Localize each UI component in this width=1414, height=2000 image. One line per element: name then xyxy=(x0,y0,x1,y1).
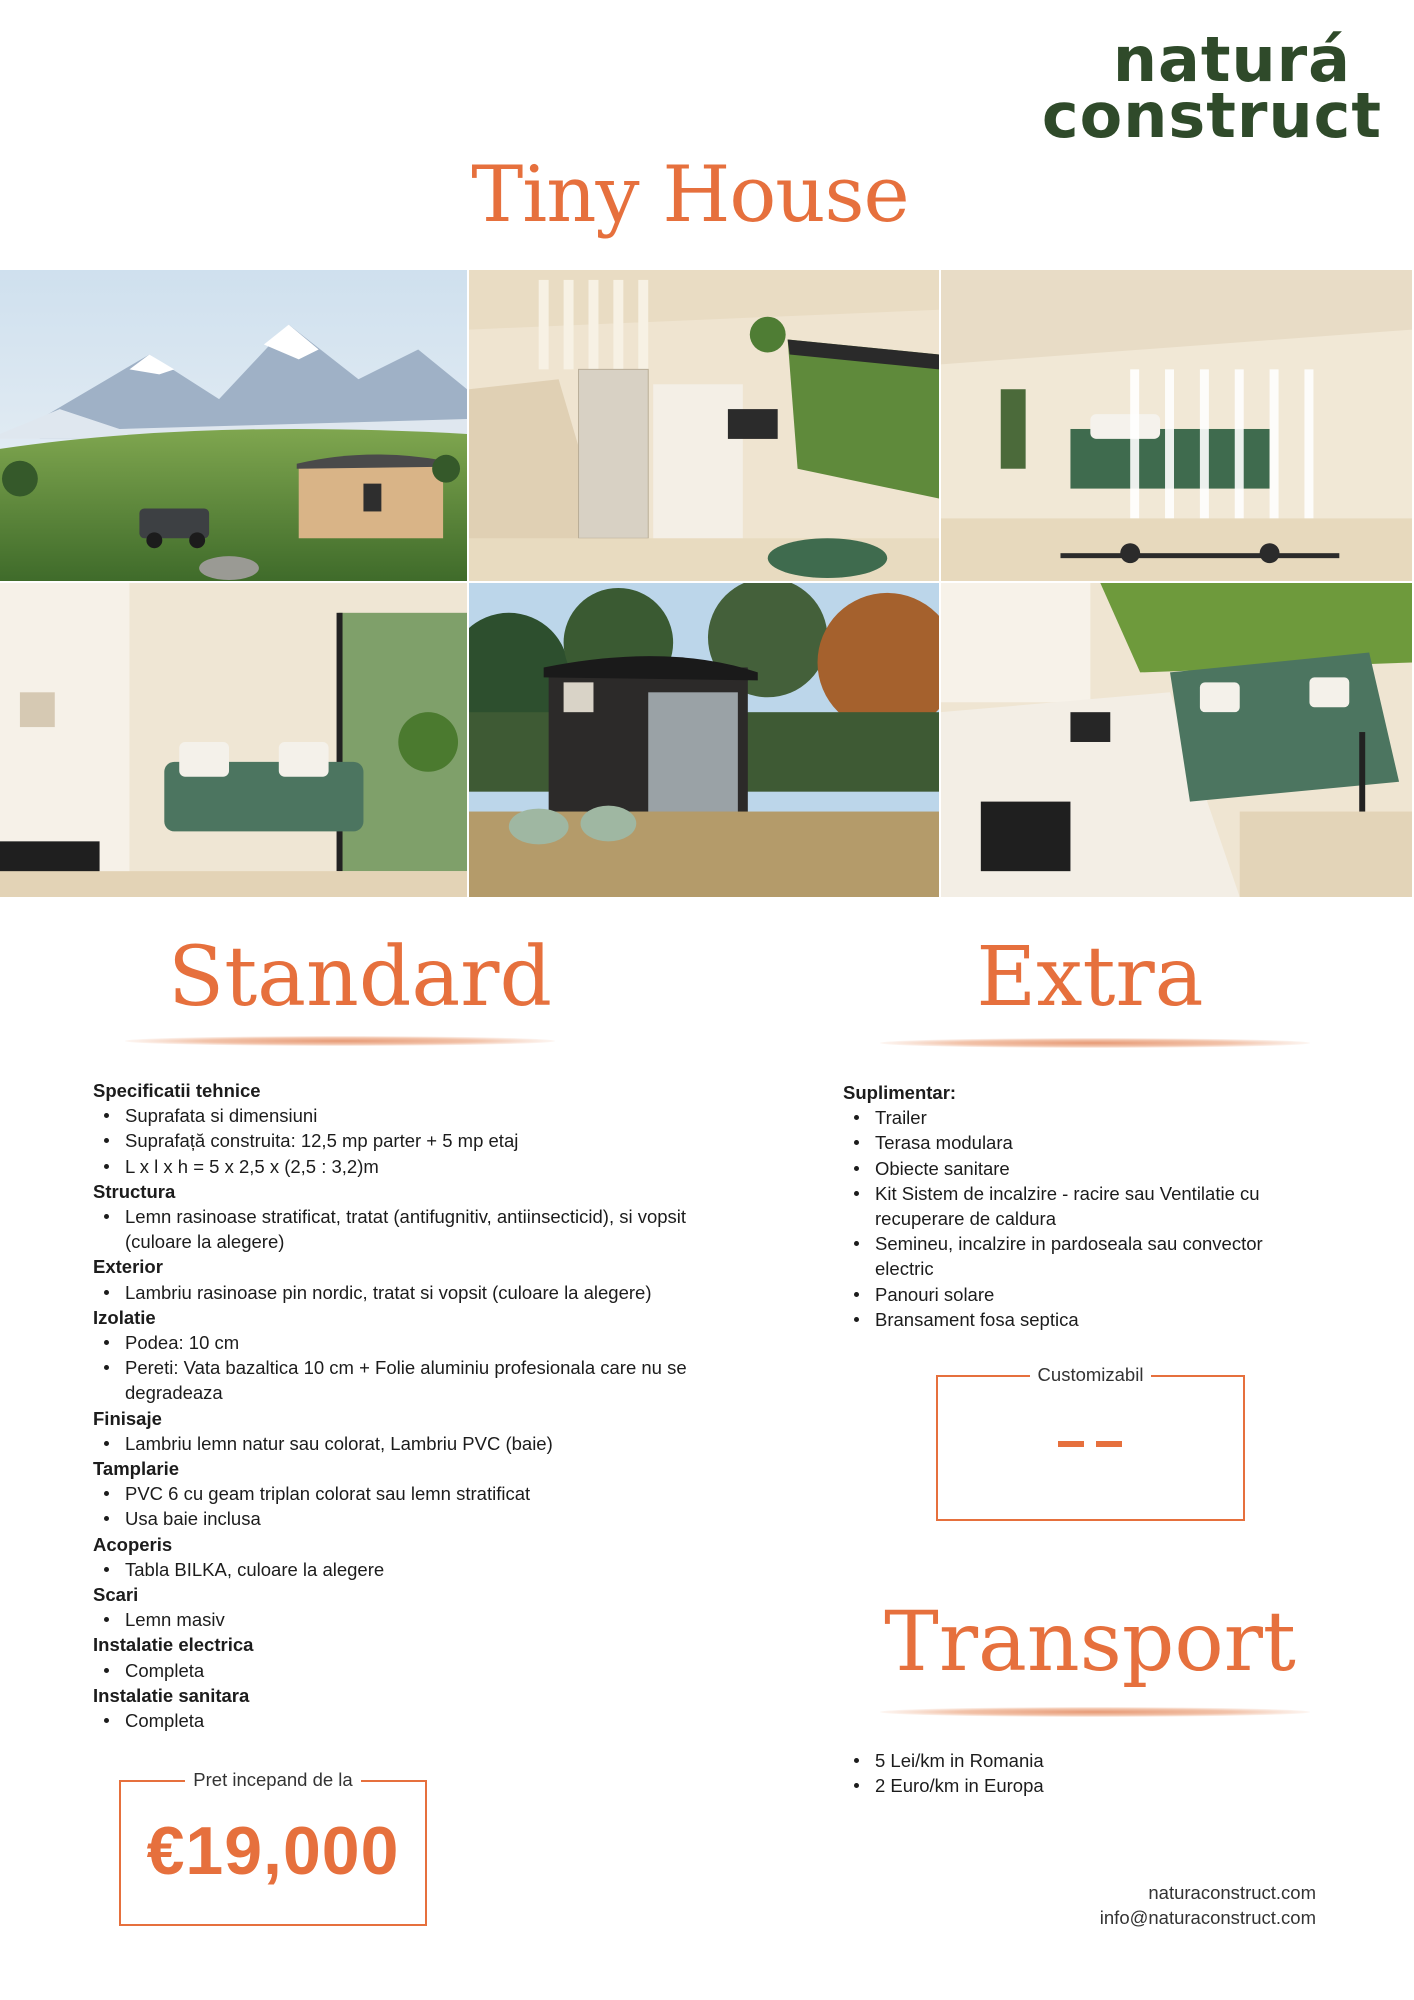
spec-list xyxy=(93,1658,693,1683)
spec-list xyxy=(93,1481,693,1531)
spec-list xyxy=(93,1280,693,1305)
spec-item: Suprafață construita: 12,5 mp parter + 5 mp etaj xyxy=(93,1128,693,1153)
customizable-dash-right xyxy=(1096,1441,1122,1447)
extra-list xyxy=(843,1105,1323,1332)
spec-list xyxy=(93,1607,693,1632)
extra-title-underline xyxy=(880,1038,1310,1048)
transport-item: 5 Lei/km in Romania xyxy=(843,1748,1323,1773)
photo-loft-bedroom xyxy=(941,270,1414,583)
extra-title: Extra xyxy=(976,930,1204,1025)
extra-item: Semineu, incalzire in pardoseala sau convector electric xyxy=(843,1231,1323,1281)
spec-heading: Instalatie electrica xyxy=(93,1634,254,1656)
spec-item: Lemn rasinoase stratificat, tratat (antifugnitiv, antiinsecticid), si vopsit (culoare la alegere) xyxy=(93,1204,693,1254)
spec-list xyxy=(93,1557,693,1582)
spec-item: Usa baie inclusa xyxy=(93,1506,693,1531)
spec-list xyxy=(93,1708,693,1733)
spec-item: Lambriu lemn natur sau colorat, Lambriu PVC (baie) xyxy=(93,1431,693,1456)
spec-list xyxy=(93,1204,693,1254)
spec-item: Podea: 10 cm xyxy=(93,1330,693,1355)
price-label: Pret incepand de la xyxy=(121,1768,425,1792)
transport-title: Transport xyxy=(884,1595,1296,1690)
spec-heading: Tamplarie xyxy=(93,1458,180,1480)
spec-heading: Instalatie sanitara xyxy=(93,1684,250,1706)
spec-item: Pereti: Vata bazaltica 10 cm + Folie aluminiu profesionala care nu se degradeaza xyxy=(93,1355,693,1405)
extra-item: Terasa modulara xyxy=(843,1130,1323,1155)
spec-heading: Structura xyxy=(93,1180,176,1202)
photo-dark-exterior-forest xyxy=(469,583,941,899)
contact-info xyxy=(1100,1880,1316,1930)
extra-item: Panouri solare xyxy=(843,1282,1323,1307)
photo-living-room-sofa xyxy=(0,583,469,899)
transport-item: 2 Euro/km in Europa xyxy=(843,1773,1323,1798)
spec-heading: Exterior xyxy=(93,1256,163,1278)
extra-item: Kit Sistem de incalzire - racire sau Ventilatie cu recuperare de caldura xyxy=(843,1181,1323,1231)
spec-item: Completa xyxy=(93,1708,693,1733)
brand-logo-line2: construct xyxy=(1041,79,1382,152)
spec-heading: Izolatie xyxy=(93,1306,156,1328)
spec-item: PVC 6 cu geam triplan colorat sau lemn stratificat xyxy=(93,1481,693,1506)
brand-logo xyxy=(1041,23,1382,152)
photo-interior-stairs-kitchen xyxy=(469,270,941,583)
standard-specifications xyxy=(93,1078,693,1733)
spec-heading: Scari xyxy=(93,1584,139,1606)
spec-heading: Finisaje xyxy=(93,1407,162,1429)
spec-item: Lambriu rasinoase pin nordic, tratat si vopsit (culoare la alegere) xyxy=(93,1280,693,1305)
price-box xyxy=(119,1769,427,1926)
spec-heading: Specificatii tehnice xyxy=(93,1080,261,1101)
spec-item: Completa xyxy=(93,1658,693,1683)
transport-title-underline xyxy=(880,1707,1310,1717)
spec-item: Tabla BILKA, culoare la alegere xyxy=(93,1557,693,1582)
spec-item: Lemn masiv xyxy=(93,1607,693,1632)
photo-exterior-mountain-view xyxy=(0,270,469,583)
spec-item: Suprafata si dimensiuni xyxy=(93,1103,693,1128)
page-title: Tiny House xyxy=(471,150,909,240)
contact-email: info@naturaconstruct.com xyxy=(1099,1907,1316,1928)
brand-logo-line1: naturá xyxy=(1112,23,1352,96)
spec-item: L x l x h = 5 x 2,5 x (2,5 : 3,2)m xyxy=(93,1154,693,1179)
spec-list xyxy=(93,1103,693,1179)
extra-heading: Suplimentar: xyxy=(843,1082,957,1103)
contact-website: naturaconstruct.com xyxy=(1148,1882,1316,1903)
price-value: €19,000 xyxy=(146,1813,400,1889)
transport-prices xyxy=(843,1748,1323,1798)
photo-kitchen-living-overhead xyxy=(941,583,1414,899)
spec-heading: Acoperis xyxy=(93,1533,173,1555)
photo-gallery xyxy=(0,270,1414,899)
spec-list xyxy=(93,1330,693,1406)
extra-item: Bransament fosa septica xyxy=(843,1307,1323,1332)
standard-title-underline xyxy=(125,1036,555,1046)
customizable-dash-left xyxy=(1058,1441,1084,1447)
extra-item: Trailer xyxy=(843,1105,1323,1130)
extra-item: Obiecte sanitare xyxy=(843,1156,1323,1181)
standard-title: Standard xyxy=(168,930,552,1025)
spec-list xyxy=(93,1431,693,1456)
extra-options xyxy=(843,1080,1323,1332)
customizable-label: Customizabil xyxy=(938,1363,1243,1387)
customizable-box xyxy=(936,1364,1245,1521)
transport-list xyxy=(843,1748,1323,1798)
